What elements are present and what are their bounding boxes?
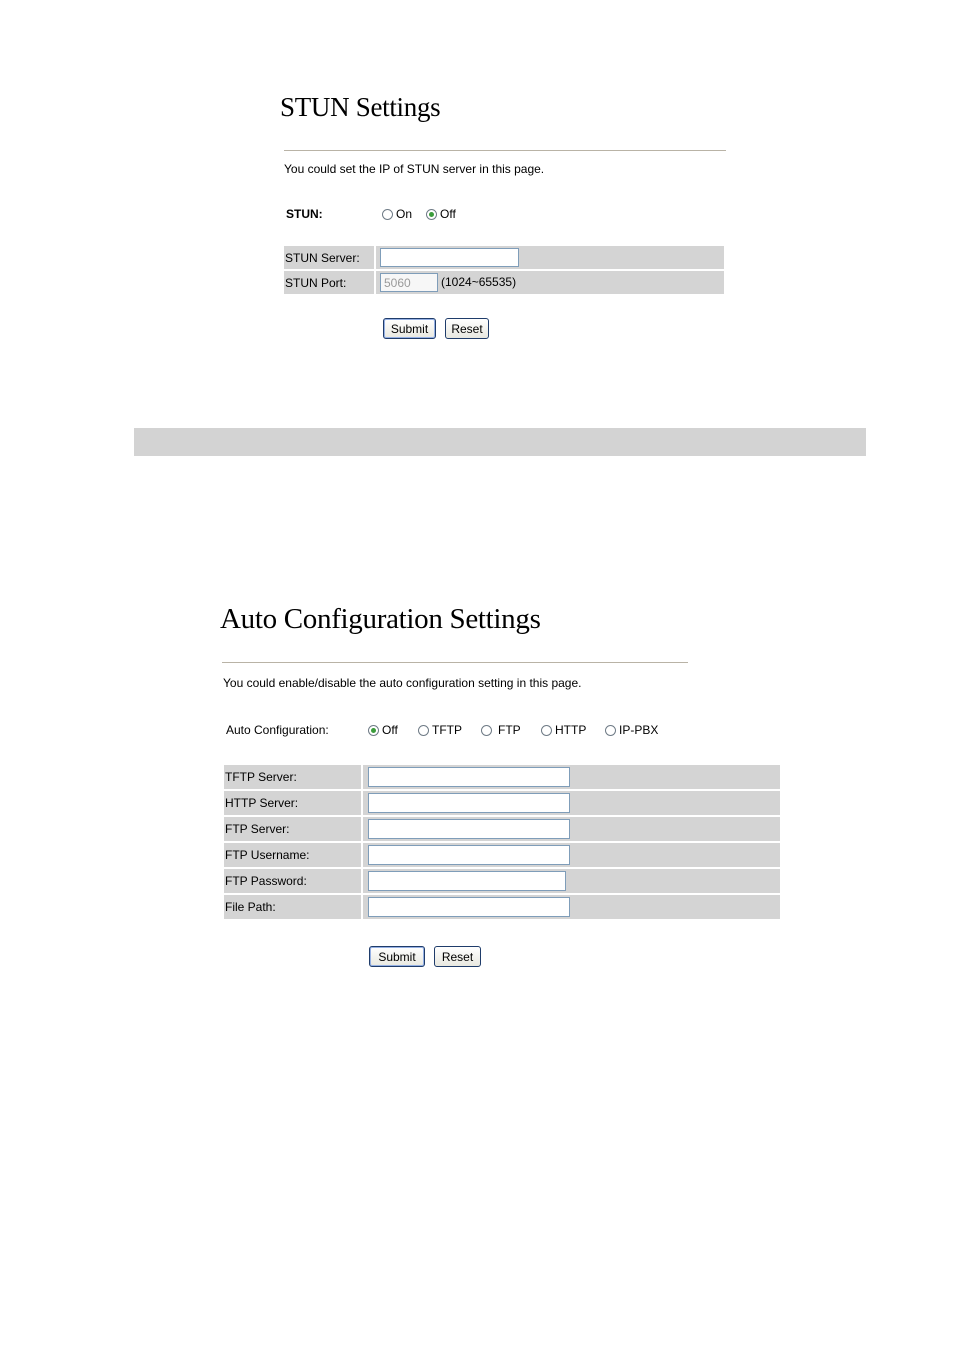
auto-config-off-label: Off — [382, 723, 398, 737]
stun-description: You could set the IP of STUN server in this page. — [284, 162, 545, 176]
tftp-server-label: TFTP Server: — [224, 765, 361, 789]
stun-server-row — [284, 246, 724, 269]
section-separator-bar — [134, 428, 866, 456]
stun-on-option[interactable] — [382, 208, 412, 221]
auto-config-ftp-label: FTP — [498, 723, 521, 737]
stun-on-radio[interactable] — [382, 209, 393, 220]
stun-title-divider — [284, 150, 726, 151]
stun-server-input[interactable] — [380, 248, 519, 267]
stun-port-cell — [376, 271, 724, 294]
ftp-server-cell — [363, 817, 780, 841]
http-server-row — [224, 791, 780, 815]
auto-config-ftp-radio[interactable] — [481, 725, 492, 736]
ftp-server-input[interactable] — [368, 819, 570, 839]
file-path-input[interactable] — [368, 897, 570, 917]
ftp-username-row — [224, 843, 780, 867]
auto-config-reset-button[interactable]: Reset — [434, 946, 481, 967]
http-server-label: HTTP Server: — [224, 791, 361, 815]
stun-off-option[interactable] — [426, 208, 456, 221]
auto-config-http-radio[interactable] — [541, 725, 552, 736]
auto-config-settings-table — [222, 763, 782, 921]
ftp-username-label: FTP Username: — [224, 843, 361, 867]
tftp-server-input[interactable] — [368, 767, 570, 787]
stun-toggle-group — [382, 208, 456, 221]
auto-config-description: You could enable/disable the auto configuration setting in this page. — [223, 676, 582, 690]
auto-config-ippbx-option[interactable] — [605, 724, 658, 737]
stun-port-row — [284, 271, 724, 294]
ftp-password-row — [224, 869, 780, 893]
auto-config-ippbx-radio[interactable] — [605, 725, 616, 736]
stun-settings-table — [282, 244, 726, 296]
auto-config-ftp-option[interactable] — [481, 724, 521, 737]
auto-config-ippbx-label: IP-PBX — [619, 723, 659, 737]
auto-config-tftp-label: TFTP — [432, 723, 462, 737]
stun-page-title: STUN Settings — [280, 92, 441, 122]
auto-config-tftp-radio[interactable] — [418, 725, 429, 736]
stun-port-input[interactable] — [380, 273, 438, 292]
http-server-cell — [363, 791, 780, 815]
stun-port-label: STUN Port: — [284, 271, 374, 294]
ftp-password-label: FTP Password: — [224, 869, 361, 893]
stun-toggle-label: STUN: — [286, 207, 323, 221]
auto-config-http-label: HTTP — [555, 723, 587, 737]
auto-config-mode-label: Auto Configuration: — [226, 723, 329, 737]
ftp-username-input[interactable] — [368, 845, 570, 865]
tftp-server-row — [224, 765, 780, 789]
auto-config-off-radio[interactable] — [368, 725, 379, 736]
stun-off-label: Off — [440, 207, 456, 221]
auto-config-page-title: Auto Configuration Settings — [220, 603, 541, 635]
tftp-server-cell — [363, 765, 780, 789]
auto-config-title-divider — [222, 662, 688, 663]
stun-server-label: STUN Server: — [284, 246, 374, 269]
ftp-server-row — [224, 817, 780, 841]
ftp-password-input[interactable] — [368, 871, 566, 891]
stun-off-radio[interactable] — [426, 209, 437, 220]
stun-server-cell — [376, 246, 724, 269]
file-path-cell — [363, 895, 780, 919]
auto-config-off-option[interactable] — [368, 724, 398, 737]
ftp-username-cell — [363, 843, 780, 867]
ftp-server-label: FTP Server: — [224, 817, 361, 841]
file-path-row — [224, 895, 780, 919]
auto-config-http-option[interactable] — [541, 724, 586, 737]
stun-submit-button[interactable]: Submit — [383, 318, 436, 339]
auto-config-tftp-option[interactable] — [418, 724, 462, 737]
ftp-password-cell — [363, 869, 780, 893]
auto-config-submit-button[interactable]: Submit — [369, 946, 425, 967]
stun-reset-button[interactable]: Reset — [445, 318, 489, 339]
file-path-label: File Path: — [224, 895, 361, 919]
http-server-input[interactable] — [368, 793, 570, 813]
stun-on-label: On — [396, 207, 413, 221]
stun-port-range-hint: (1024~65535) — [441, 274, 517, 289]
